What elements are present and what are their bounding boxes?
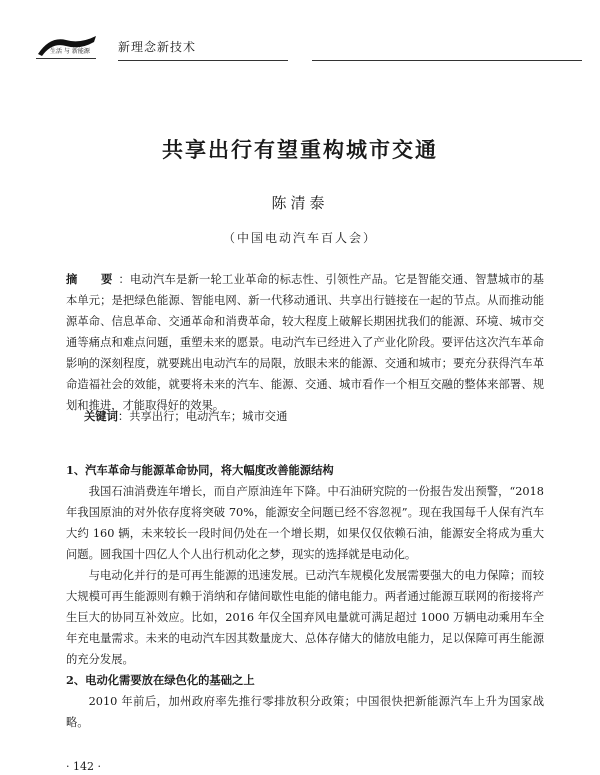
body-paragraph: 2010 年前后，加州政府率先推行零排放积分政策；中国很快把新能源汽车上升为国家战略。 [66, 695, 544, 729]
page-number: · 142 · [66, 760, 101, 773]
article-title: 共享出行有望重构城市交通 [162, 137, 438, 162]
body-paragraph: 与电动化并行的是可再生能源的迅速发展。已动汽车规模化发展需要强大的电力保障；而较大规模可再生能源则有赖于消纳和存储间歇性电能的储电能力。两者通过能源互联网的衔接将产生巨大的协同互补效应。比如，2016 年仅全国弃风电量就可满足超过 1000 万辆电动乘用车全年充电量需求。未来的电动汽车因其数量庞大、总体存储大的储放电能力，足以保障可再生能源的充分发展。 [66, 569, 544, 666]
abstract-text: ：电动汽车是新一轮工业革命的标志性、引领性产品。它是智能交通、智慧城市的基本单元；是把绿色能源、智能电网、新一代移动通讯、共享出行链接在一起的节点。从而推动能源革命、信息革命、交通革命和消费革命，较大程度上破解长期困扰我们的能源、环境、城市交通等痛点和难点问题，重塑未来的愿景。电动汽车已经进入了产业化阶段。要评估这次汽车革命影响的深刻程度，就要跳出电动汽车的局限，放眼未来的能源、交通和城市；要充分获得汽车革命造福社会的效能，就要将未来的汽车、能源、交通、城市看作一个相互交融的整体来部署、规划和推进，才能取得好的效果。 [66, 273, 544, 412]
article-body [66, 460, 544, 733]
abstract [66, 269, 544, 416]
keywords-label: 关键词 [84, 409, 118, 423]
page-number-value: 142 [73, 760, 94, 773]
header-rule [36, 58, 96, 59]
running-header [22, 14, 582, 64]
header-rule [118, 60, 288, 61]
keywords [84, 408, 544, 424]
journal-logo [36, 32, 98, 58]
keywords-text: ：共享出行；电动汽车；城市交通 [117, 410, 288, 423]
author-affiliation: （中国电动汽车百人会） [222, 231, 377, 245]
logo-text: 生活 与 新能源 [50, 48, 90, 55]
section-label: 新理念新技术 [118, 40, 197, 54]
article-author: 陈清泰 [271, 194, 329, 212]
abstract-label: 摘 要 [66, 272, 119, 286]
section-heading: 1、汽车革命与能源革命协同，将大幅度改善能源结构 [66, 463, 334, 477]
body-paragraph: 我国石油消费连年增长，而自产原油连年下降。中石油研究院的一份报告发出预警，“2018 年我国原油的对外依存度将突破 70%，能源安全问题已经不容忽视”。现在我国每千人保有汽车大约 160 辆，未来较长一段时间仍处在一个增长期，如果仅仅依赖石油，能源安全将成为重大问题。圆我国十四亿人个人出行机动化之梦，现实的选择就是电动化。 [66, 485, 544, 561]
section-heading: 2、电动化需要放在绿色化的基础之上 [66, 673, 255, 687]
header-rule [312, 60, 582, 61]
